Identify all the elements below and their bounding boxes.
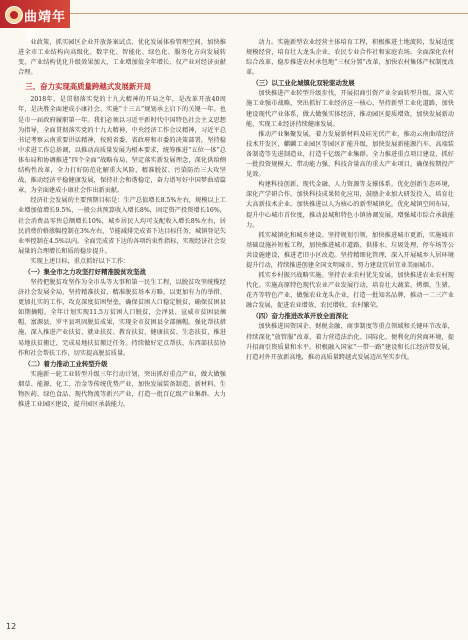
yearbook-logo-icon <box>5 6 23 24</box>
paragraph: 加快推进国资国企、财税金融、商事制度等重点领域和关键环节改革，持续深化“放管服”改革，着力营造法治化、国际化、便利化的营商环境，提升招商引资质量和水平。积极融入国家“一带一路”建设和长江经济带发展，打造对外开放新高地，推动高质量跨越式发展迈出坚实步伐。 <box>246 323 454 361</box>
sub-heading: （一）集全市之力攻坚打好精准脱贫攻坚战 <box>24 267 146 276</box>
paragraph: 2018年，是贯彻落实党的十九大精神的开局之年，是改革开放40周年，是决胜全面建成小康社会、实施“十三五”规划承上启下的关键一年。也是市一届政府履职第一年。我们必须以习近平新时代中国特色社会主义思想为指导，全面贯彻落实党的十九大精神，中央经济工作会议精神，习近平总书记考察云南重要讲话精神，按照省委、省政府和市委的决策部署，坚持稳中求进工作总基调，以推动高质量发展为根本要求，统筹推进“五位一体”总体布局和协调推进“四个全面”战略布局，坚定落实新发展理念，深化供给侧结构性改革，全力打好防范化解重大风险、精准脱贫、污染防治三大攻坚战，推动经济平稳健康发展，保持社会和谐稳定，奋力谱写好中国梦曲靖篇章，为全面建成小康社会作出新贡献。 <box>18 96 226 195</box>
paragraph: 业政策，抓实园区企业开放备案试点、优化发展体验管理空间，加快推进全市工业结构向高级化、数字化、智能化、绿色化、服务化方向发展转变，产业结构优化升级效果加大，工业增加值全年增长、仅产业对经济贡献合理。 <box>18 39 226 77</box>
sub-heading: （三）以工业化城镇化双轮驱动发展 <box>252 79 355 88</box>
section-heading: 三、奋力实现高质量跨越式发展新开局 <box>25 82 152 92</box>
paragraph: 经济社会发展的主要预期目标是：生产总值增长8.5%左右，规模以上工业增加值增长9.5%，一般公共预算收入增长8%，固定资产投资增长16%，社会消费品零售总额增长10%，城乡居民人均可支配收入增长8%左右，居民消费价格涨幅控制在3%左右，节能减排完成省下达目标任务，城镇登记失业率控制在4.5%以内。全面完成省下达的各项约束性指标，实现经济社会发展量的合理增长和质的稳步提升。 <box>18 197 226 255</box>
paragraph: 实施新一轮工业转型升级三年行动计划，突出抓好重点产业，做大做强烟草、能源、化工、冶金等传统优势产业，加快发展装备制造、新材料、生物医药、绿色食品、现代物流等新兴产业，打造一批百亿级产业集群。大力推进工业园区建设，提升园区承载能力。 <box>18 370 226 408</box>
yearbook-title: 曲靖年鉴 <box>24 10 67 44</box>
left-column <box>18 38 226 618</box>
article-body <box>18 38 454 618</box>
sub-heading: （四）奋力推进改革开放全面深化 <box>252 312 349 321</box>
right-column <box>246 38 454 618</box>
paragraph: 构建科技创新、现代金融、人力资源等支撑体系，优化创新生态环境，深化产学研合作，加快科技成果转化应用，鼓励企业加大研发投入，培育壮大高新技术企业。加快推进以人为核心的新型城镇化，优化城镇空间布局，提升中心城市首位度，推动县城和特色小镇协调发展，增强城市综合承载能力。 <box>246 181 454 229</box>
paragraph: 抓实乡村振兴战略实施。坚持农业农村优先发展，加快推进农业农村现代化。实施高原特色现代农业产业发展行动，培育壮大蔬菜、烤烟、生猪、花卉等特色产业，做强农业龙头企业，打造一批知名品牌，推动一二三产业融合发展，促进农业增效、农民增收、农村繁荣。 <box>246 272 454 310</box>
sub-heading: （二）着力推动工业转型升级 <box>24 359 108 368</box>
paragraph: 坚持把脱贫攻坚作为全市头等大事和第一民生工程，以脱贫攻坚统揽经济社会发展全局，坚持精准扶贫、精准脱贫基本方略，以更加有力的举措、更加扎实的工作，攻克深度贫困堡垒，确保贫困人口稳定脱贫，确保贫困县如期摘帽。全年计划实现11.5万贫困人口脱贫，会泽县、宣威市贫困县摘帽，富源县、罗平县巩固脱贫成果，实现全市贫困县全部摘帽。强化帮扶措施，深入推进产业扶贫、就业扶贫、教育扶贫、健康扶贫、生态扶贫，推进易地扶贫搬迁，完成易地扶贫搬迁任务。持续做好定点帮扶、东西部扶贫协作和社会帮扶工作，切实提高脱贫质量。 <box>18 278 226 357</box>
page-header <box>0 0 468 44</box>
header-band <box>0 0 70 44</box>
paragraph: 推动产业集聚发展，着力发展新材料及硅光伏产业，推动云南曲靖经济技术开发区、麒麟工业园区等园区扩能升级，加快发展新能源汽车、高端装备制造等先进制造业，打造千亿级产业集群。全力推进重点项目建设，抓好一批投资规模大、带动能力强、科技含量高的重大产业项目，确保按期投产见效。 <box>246 130 454 179</box>
paragraph: 动力。实施新型农业经营主体培育工程，积极推进土地流转，发展适度规模经营，培育壮大龙头企业、农民专业合作社和家庭农场。全面深化农村综合改革，稳步推进农村承包地“三权分置”改革，加快农村集体产权制度改革。 <box>246 39 454 77</box>
paragraph: 加快推进产业转型升级步伐，开展招商引资产业全面转型升级。深入实施工业强市战略，突出抓好工业经济这一核心，坚持新型工业化道路，加快建设现代产业体系，做大做强实体经济，推动园区提质增效，加快发展新动能，实现工业经济持续健康发展。 <box>246 90 454 128</box>
paragraph: 抓实城镇化和城乡建设。坚持规划引领，加快推进城市更新，实施城市基础设施补短板工程，加快推进城市道路、供排水、垃圾处理、停车场等公共设施建设，推进老旧小区改造。坚持精细化管理，深入开展城乡人居环境提升行动，持续推进创建全国文明城市，努力建设宜居宜业美丽城市。 <box>246 231 454 269</box>
paragraph: 实现上述目标，重点抓好以下工作： <box>30 257 130 265</box>
header-rule <box>70 13 468 14</box>
page-number: 12 <box>6 622 17 631</box>
